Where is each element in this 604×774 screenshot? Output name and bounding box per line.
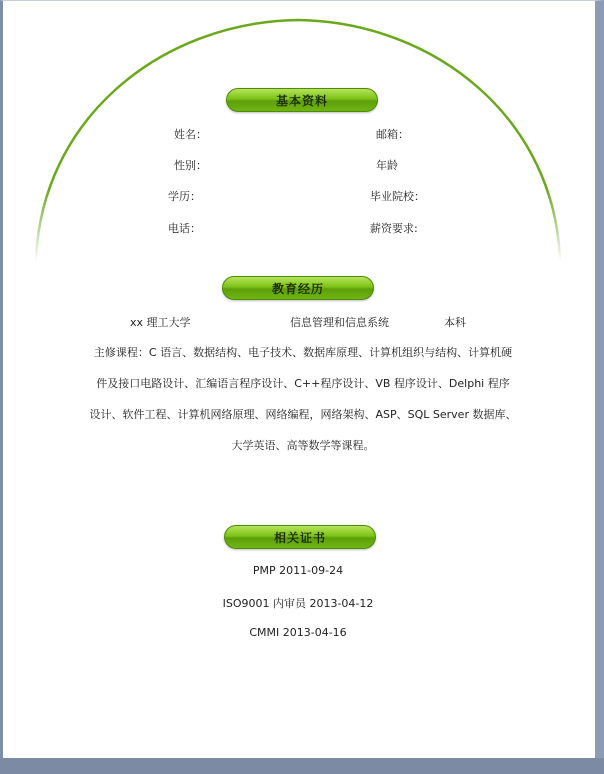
edu-courses-line-1: 主修课程：C 语言、数据结构、电子技术、数据库原理、计算机组织与结构、计算机硬 xyxy=(93,346,513,359)
certificate-item: ISO9001 内审员 2013-04-12 xyxy=(222,597,374,610)
edu-university: xx 理工大学 xyxy=(130,316,191,329)
edu-courses-line-4: 大学英语、高等数学等课程。 xyxy=(231,439,375,452)
field-name-label: 姓名： xyxy=(174,128,207,141)
edu-courses-line-3: 设计、软件工程、计算机网络原理、网络编程，网络架构、ASP、SQL Server 数据库、 xyxy=(89,408,517,421)
field-gender-label: 性别： xyxy=(174,159,207,172)
field-salary-label: 薪资要求: xyxy=(370,222,418,235)
field-school-label: 毕业院校： xyxy=(370,190,425,203)
section-header-certificates xyxy=(224,525,376,549)
certificate-item: CMMI 2013-04-16 xyxy=(249,626,347,639)
field-email-label: 邮箱： xyxy=(376,128,409,141)
edu-degree: 本科 xyxy=(444,316,466,329)
certificate-item: PMP 2011-09-24 xyxy=(252,564,344,577)
window-bottom-bar xyxy=(0,758,604,774)
field-age-label: 年龄 xyxy=(376,159,398,172)
section-title-basic: 基本资料 xyxy=(275,93,328,108)
edu-courses-line-2: 件及接口电路设计、汇编语言程序设计、C++程序设计、VB 程序设计、Delphi 程序 xyxy=(96,377,510,390)
section-header-education xyxy=(222,276,374,300)
section-header-basic xyxy=(226,88,378,112)
field-education-label: 学历： xyxy=(168,190,201,203)
section-title-certificates: 相关证书 xyxy=(273,530,326,545)
section-title-education: 教育经历 xyxy=(271,281,324,296)
field-phone-label: 电话： xyxy=(168,222,201,235)
edu-major: 信息管理和信息系统 xyxy=(290,316,389,329)
